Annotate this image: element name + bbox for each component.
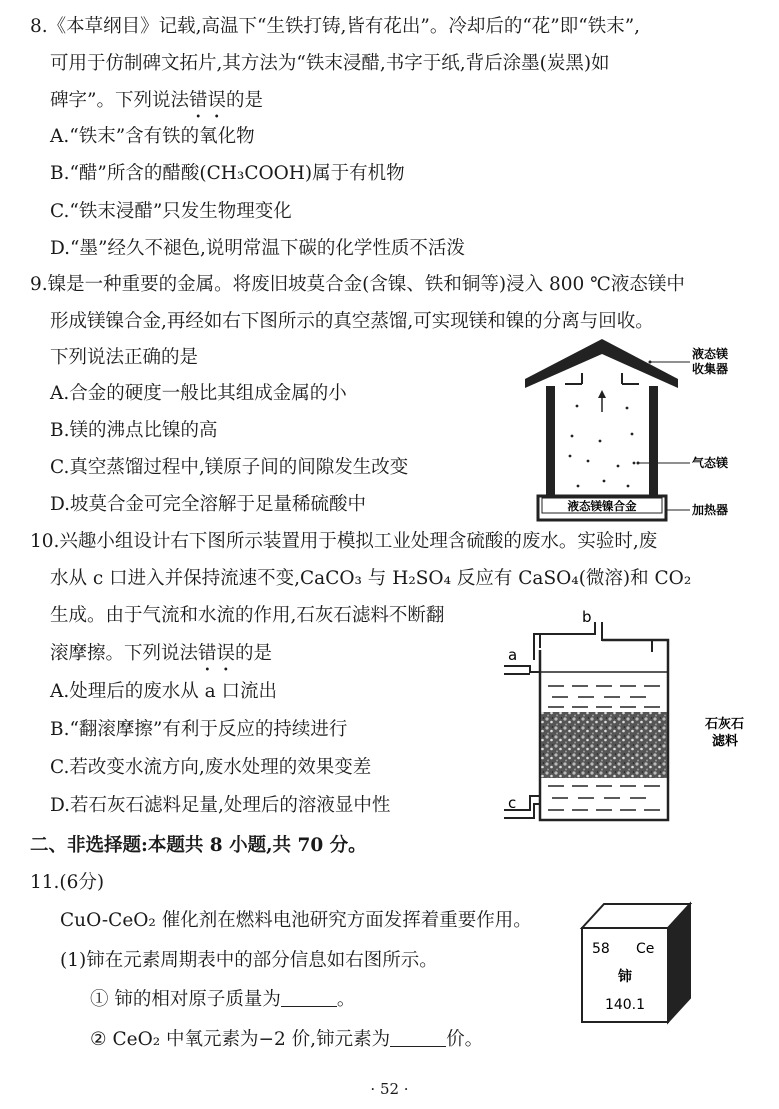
q11-sub-1-text: ① 铈的相对原子质量为: [90, 989, 281, 1010]
q11-part-1: (1)铈在元素周期表中的部分信息如右图所示。: [60, 950, 438, 971]
q8-line-1: 8.《本草纲目》记载,高温下“生铁打铸,皆有花出”。冷却后的“花”即“铁末”,: [30, 16, 641, 37]
cerium-element-card: [576, 898, 696, 1026]
atomic-mass: 140.1: [604, 997, 646, 1013]
element-symbol: Ce: [636, 941, 655, 957]
collector-label-2: 收集器: [692, 362, 729, 376]
limestone-layer: [541, 712, 667, 778]
outlet-b-label: b: [582, 608, 592, 626]
q11-sub-1-end: 。: [336, 989, 356, 1010]
q10-line-4: [50, 641, 272, 667]
q10-line-3: 生成。由于气流和水流的作用,石灰石滤料不断翻: [50, 605, 445, 626]
q10-emphasis-char-2: 误: [216, 643, 236, 664]
q10-option-a: A.处理后的废水从 a 口流出: [50, 681, 278, 702]
answer-blank-2[interactable]: [390, 1028, 446, 1047]
q10-line-2: 水从 c 口进入并保持流速不变,CaCO₃ 与 H₂SO₄ 反应有 CaSO₄(微溶)和 CO₂: [50, 568, 692, 589]
vacuum-distillation-figure: [520, 336, 770, 526]
limestone-filter-figure: [500, 600, 772, 830]
q9-option-b: B.镁的沸点比镍的高: [50, 420, 218, 441]
q8-line-2: 可用于仿制碑文拓片,其方法为“铁末浸醋,书字于纸,背后涂墨(炭黑)如: [50, 53, 610, 74]
water-upper: [548, 686, 660, 707]
q10-option-c: C.若改变水流方向,废水处理的效果变差: [50, 757, 372, 778]
q9-line-2: 形成镁镍合金,再经如右下图所示的真空蒸馏,可实现镁和镍的分离与回收。: [50, 311, 654, 332]
q8-emphasis-char-2: 误: [207, 90, 226, 111]
chamber-left-wall: [546, 386, 555, 501]
q9-option-d: D.坡莫合金可完全溶解于足量稀硫酸中: [50, 494, 367, 515]
q8-option-d: D.“墨”经久不褪色,说明常温下碳的化学性质不活泼: [50, 238, 465, 259]
q10-option-d: D.若石灰石滤料足量,处理后的溶液显中性: [50, 795, 391, 816]
filter-label-2: 滤料: [712, 734, 739, 749]
q9-line-1: 9.镍是一种重要的金属。将废旧坡莫合金(含镍、铁和铜等)浸入 800 ℃液态镁中: [30, 274, 685, 295]
q11-sub-2: [90, 1027, 483, 1053]
q10-emphasis-char-1: 错: [198, 643, 217, 664]
q11-intro: CuO-CeO₂ 催化剂在燃料电池研究方面发挥着重要作用。: [60, 910, 532, 931]
q8-line-3: [50, 88, 263, 114]
q8-option-c: C.“铁末浸醋”只发生物理变化: [50, 201, 292, 222]
outlet-a-tube: [504, 666, 540, 672]
q9-option-a: A.合金的硬度一般比其组成金属的小: [50, 383, 347, 404]
q8-option-b: B.“醋”所含的醋酸(CH₃COOH)属于有机物: [50, 163, 405, 184]
collector-roof: [525, 339, 678, 388]
outlet-a-label: a: [508, 646, 518, 664]
atomic-number: 58: [592, 941, 610, 957]
q10-stem-end: 的是: [235, 643, 273, 664]
filter-label-1: 石灰石: [705, 717, 745, 732]
chamber-right-wall: [649, 386, 658, 501]
gas-label: 气态镁: [692, 456, 729, 470]
collector-label-1: 液态镁: [692, 347, 729, 361]
q9-line-3: 下列说法正确的是: [50, 347, 199, 368]
q9-option-c: C.真空蒸馏过程中,镁原子间的间隙发生改变: [50, 457, 409, 478]
q11-sub-2-text: ② CeO₂ 中氧元素为−2 价,铈元素为: [90, 1029, 391, 1050]
q11-sub-2-end: 价。: [446, 1029, 484, 1050]
answer-blank-1[interactable]: [281, 988, 337, 1007]
q8-emphasis-char-1: 错: [188, 90, 208, 111]
q10-stem-text: 滚摩擦。下列说法: [50, 643, 199, 664]
q11-heading: 11.(6分): [30, 872, 105, 893]
gas-particles: [569, 405, 636, 488]
alloy-label: 液态镁镍合金: [567, 499, 637, 513]
heater-label: 加热器: [692, 503, 729, 517]
q8-stem-text: 碑字”。下列说法: [50, 90, 189, 111]
q10-option-b: B.“翻滚摩擦”有利于反应的持续进行: [50, 719, 348, 740]
q11-sub-1: [90, 987, 355, 1013]
inlet-c-label: c: [508, 794, 517, 812]
element-name: 铈: [618, 969, 632, 985]
q8-stem-end: 的是: [226, 90, 264, 111]
water-lower: [548, 786, 660, 810]
q8-option-a: A.“铁末”含有铁的氧化物: [50, 126, 255, 147]
section-2-heading: 二、非选择题:本题共 8 小题,共 70 分。: [30, 835, 367, 856]
q10-line-1: 10.兴趣小组设计右下图所示装置用于模拟工业处理含硫酸的废水。实验时,废: [30, 531, 658, 552]
page-number: · 52 ·: [370, 1080, 409, 1098]
